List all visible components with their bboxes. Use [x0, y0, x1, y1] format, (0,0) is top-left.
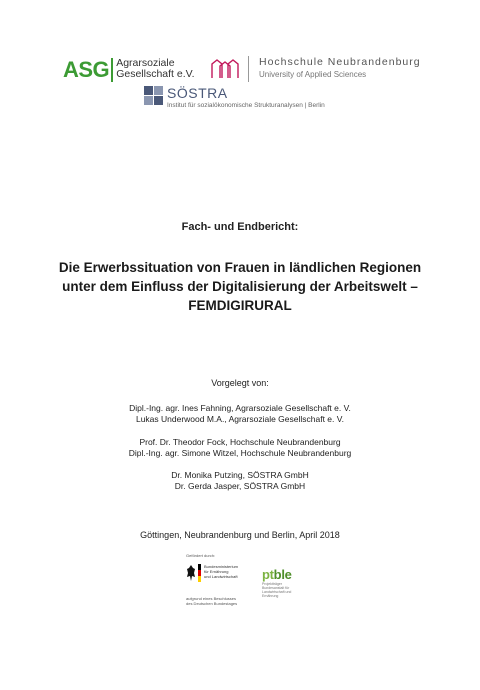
- title-line: Die Erwerbssituation von Frauen in ländlichen Regionen: [58, 260, 422, 275]
- german-flag-icon: [198, 564, 201, 582]
- federal-eagle-icon: [186, 564, 196, 582]
- ptble-logo-mark: [262, 568, 302, 582]
- funding-footer-line: aufgrund eines Beschlusses: [186, 596, 237, 601]
- soestra-logo-text: [167, 86, 325, 111]
- ministry-line: Bundesministerium: [204, 564, 239, 569]
- presented-by-label: Vorgelegt von:: [211, 378, 269, 388]
- asg-logo-line2: Gesellschaft e.V.: [116, 68, 195, 80]
- hsnb-logo: [210, 56, 421, 82]
- title-line: FEMDIGIRURAL: [188, 298, 292, 313]
- author-group-hsnb: [0, 437, 480, 459]
- hsnb-emblem-icon: [210, 58, 240, 80]
- soestra-name: SÖSTRA: [167, 85, 228, 101]
- title-line: unter dem Einfluss der Digitalisierung der Arbeitswelt –: [62, 279, 418, 294]
- bmel-funding-logo: [186, 553, 246, 606]
- funding-footer-line: des Deutschen Bundestages: [186, 601, 238, 606]
- ptble-mark-part: ble: [273, 567, 292, 582]
- ptble-mark-part: pt: [262, 567, 274, 582]
- hsnb-logo-text: [259, 56, 421, 80]
- author-line: Prof. Dr. Theodor Fock, Hochschule Neubrandenburg: [139, 437, 341, 447]
- hsnb-subtitle: University of Applied Sciences: [259, 70, 367, 79]
- asg-logo-divider: [111, 58, 113, 82]
- author-group-asg: [0, 403, 480, 425]
- document-title: [0, 258, 480, 315]
- author-line: Lukas Underwood M.A., Agrarsoziale Gesellschaft e. V.: [135, 414, 345, 424]
- asg-logo-text: [116, 58, 194, 80]
- soestra-logo: [144, 86, 325, 111]
- author-line: Dr. Monika Putzing, SÖSTRA GmbH: [171, 470, 309, 480]
- ptble-subtitle: Projektträger Bundesanstalt für Landwirtschaft und Ernährung: [262, 582, 292, 598]
- bmel-logo-row: [186, 564, 246, 582]
- author-line: Dipl.-Ing. agr. Simone Witzel, Hochschule Neubrandenburg: [128, 448, 352, 458]
- place-date: Göttingen, Neubrandenburg und Berlin, April 2018: [140, 530, 340, 540]
- ministry-line: für Ernährung: [204, 569, 229, 574]
- asg-logo: [63, 58, 195, 82]
- asg-logo-mark: ASG: [63, 57, 110, 82]
- funding-footer: [186, 596, 246, 606]
- asg-logo-line1: Agrarsoziale: [116, 57, 175, 69]
- funding-header: Gefördert durch:: [186, 553, 216, 558]
- hsnb-logo-divider: [248, 56, 249, 82]
- author-line: Dipl.-Ing. agr. Ines Fahning, Agrarsoziale Gesellschaft e. V.: [129, 403, 351, 413]
- soestra-subtitle: Institut für sozialökonomische Strukturanalysen | Berlin: [167, 102, 325, 109]
- author-group-soestra: [0, 470, 480, 492]
- ptble-logo: [262, 568, 302, 598]
- hsnb-name: Hochschule Neubrandenburg: [259, 56, 421, 68]
- ministry-line: und Landwirtschaft: [204, 574, 238, 579]
- author-line: Dr. Gerda Jasper, SÖSTRA GmbH: [174, 481, 306, 491]
- soestra-emblem-icon: [144, 86, 164, 108]
- report-type: Fach- und Endbericht:: [181, 221, 299, 233]
- ministry-name: [204, 564, 238, 579]
